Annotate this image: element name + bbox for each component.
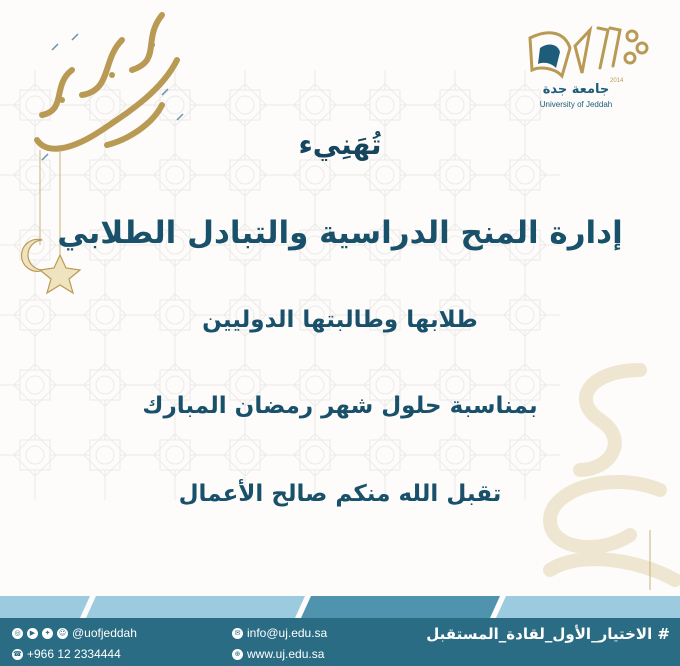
social-handle[interactable]: @uofjeddah — [72, 626, 137, 640]
youtube-icon[interactable]: ▶ — [27, 628, 38, 639]
logo-year: 2014 — [610, 78, 624, 84]
department-name: إدارة المنح الدراسية والتبادل الطلابي — [57, 215, 623, 251]
footer-bar — [0, 618, 680, 666]
twitter-icon[interactable]: ✦ — [42, 628, 53, 639]
congratulates-heading: تُهَنِيء — [298, 128, 382, 161]
website-link[interactable]: www.uj.edu.sa — [247, 647, 325, 661]
web-icon: ⊕ — [232, 649, 243, 660]
recipients-line: طلابها وطالبتها الدوليين — [202, 307, 478, 333]
phone-row — [12, 647, 121, 661]
social-row — [12, 626, 137, 640]
website-row — [232, 647, 324, 661]
calligraphy-background — [490, 340, 680, 590]
snapchat-icon[interactable]: ☺ — [58, 628, 67, 637]
footer-stripes — [0, 592, 680, 618]
instagram-icon[interactable]: ◎ — [12, 628, 23, 639]
blessing-line: تقبل الله منكم صالح الأعمال — [178, 481, 502, 507]
university-name-arabic: جامعة جدة — [542, 82, 610, 97]
email-row — [232, 626, 327, 640]
phone-icon: ☎ — [13, 649, 22, 658]
university-name-english: University of Jeddah — [539, 100, 613, 109]
hashtag-slogan: # الاختيار_الأول_لقادة_المستقبل — [426, 625, 670, 643]
phone-number[interactable]: +966 12 2334444 — [27, 647, 121, 661]
email-icon: ✉ — [232, 628, 243, 639]
occasion-line: بمناسبة حلول شهر رمضان المبارك — [142, 393, 538, 419]
email-address[interactable]: info@uj.edu.sa — [247, 626, 328, 640]
